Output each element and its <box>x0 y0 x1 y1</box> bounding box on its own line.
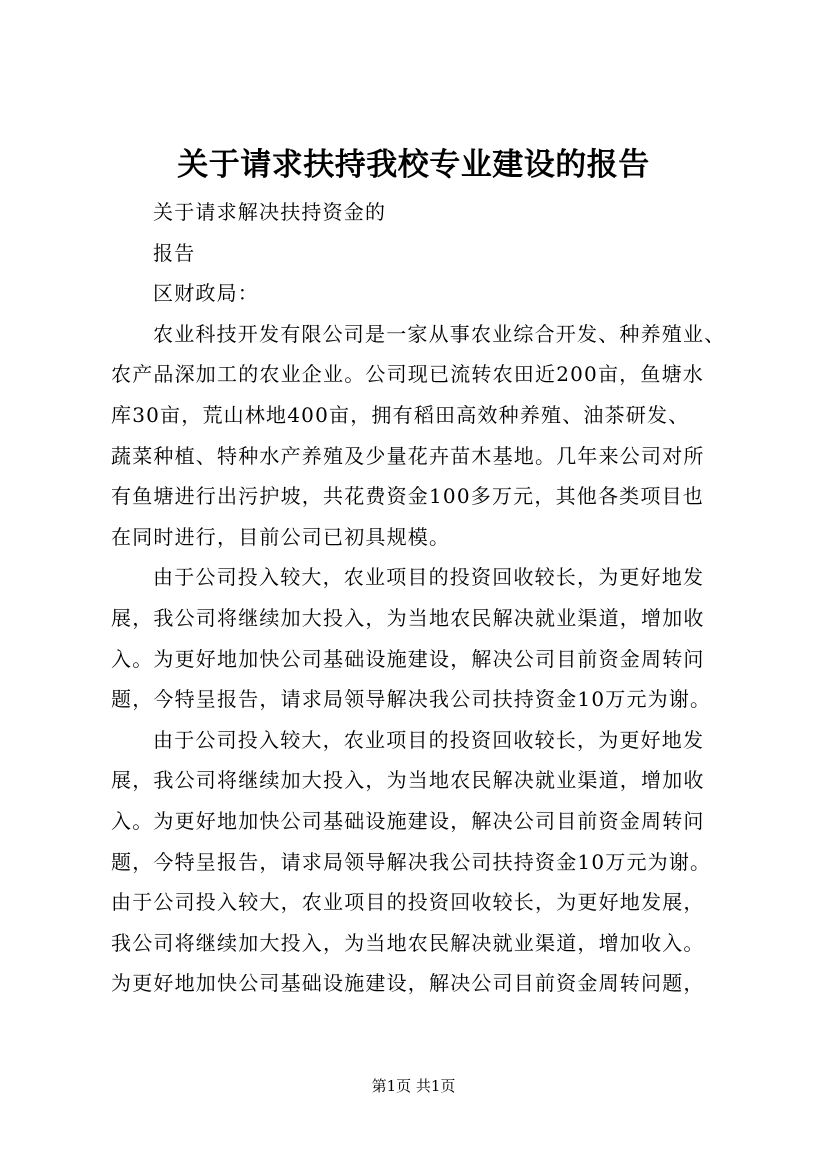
paragraph-2-line: 题，今特呈报告，请求局领导解决我公司扶持资金10万元为谢。 <box>111 687 712 712</box>
paragraph-2-line: 展，我公司将继续加大投入，为当地农民解决就业渠道，增加收 <box>111 605 705 630</box>
paragraph-4-line: 由于公司投入较大，农业项目的投资回收较长，为更好地发展， <box>111 890 705 915</box>
paragraph-4-line: 为更好地加快公司基础设施建设，解决公司目前资金周转问题， <box>111 971 705 996</box>
paragraph-2-line: 由于公司投入较大，农业项目的投资回收较长，为更好地发 <box>153 565 705 590</box>
paragraph-1-line: 蔬菜种植、特种水产养殖及少量花卉苗木基地。几年来公司对所 <box>111 443 705 468</box>
paragraph-1-line: 在同时进行，目前公司已初具规模。 <box>111 524 451 549</box>
paragraph-3-line: 入。为更好地加快公司基础设施建设，解决公司目前资金周转问 <box>111 808 705 833</box>
paragraph-1-line: 有鱼塘进行出污护坡，共花费资金100多万元，其他各类项目也 <box>111 484 704 509</box>
document-body <box>111 192 726 1004</box>
paragraph-1-line: 农业科技开发有限公司是一家从事农业综合开发、种养殖业、 <box>153 321 726 346</box>
paragraph-3-line: 题，今特呈报告，请求局领导解决我公司扶持资金10万元为谢。 <box>111 849 712 874</box>
subtitle-line-1: 关于请求解决扶持资金的 <box>153 200 387 224</box>
paragraph-3-line: 展，我公司将继续加大投入，为当地农民解决就业渠道，增加收 <box>111 768 705 793</box>
salutation: 区财政局： <box>153 281 259 306</box>
paragraph-2-line: 入。为更好地加快公司基础设施建设，解决公司目前资金周转问 <box>111 646 705 671</box>
paragraph-4-line: 我公司将继续加大投入，为当地农民解决就业渠道，增加收入。 <box>111 930 705 955</box>
page-number-footer: 第1页 共1页 <box>371 1077 456 1095</box>
subtitle-line-2: 报告 <box>153 240 196 265</box>
paragraph-3-line: 由于公司投入较大，农业项目的投资回收较长，为更好地发 <box>153 727 705 752</box>
document-title: 关于请求扶持我校专业建设的报告 <box>177 147 650 183</box>
paragraph-1-line: 库30亩，荒山林地400亩，拥有稻田高效种养殖、油茶研发、 <box>111 402 690 427</box>
paragraph-1-line: 农产品深加工的农业企业。公司现已流转农田近200亩，鱼塘水 <box>111 362 704 387</box>
